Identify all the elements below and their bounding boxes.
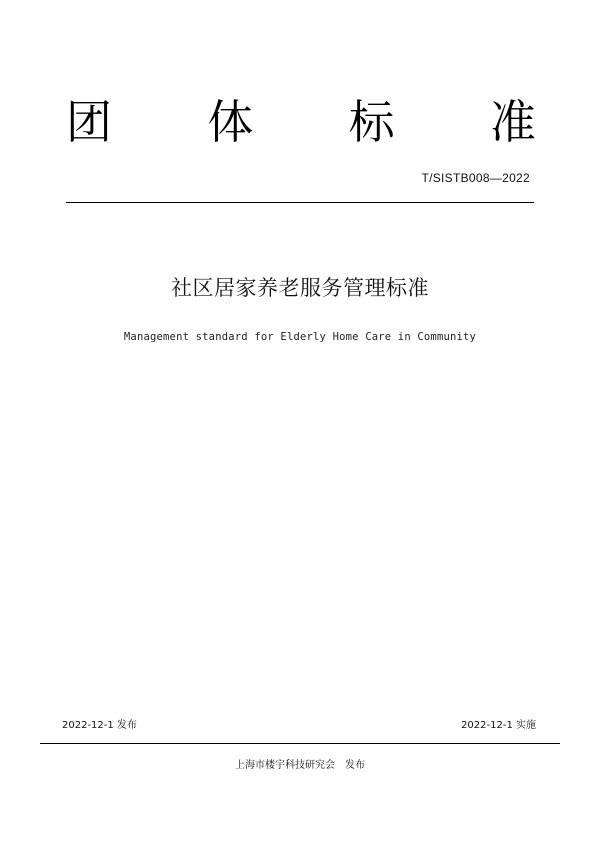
document-title: 社区居家养老服务管理标准 — [171, 276, 429, 300]
issue-date: 2022-12-1 发布 — [62, 720, 137, 731]
heading-char-3: 标 — [348, 95, 395, 149]
standard-code: T/SISTB008—2022 — [421, 171, 530, 185]
heading-char-1: 团 — [66, 95, 112, 149]
standard-category-heading — [66, 92, 536, 152]
publisher: 上海市楼宇科技研究会 发布 — [235, 760, 365, 771]
heading-char-2: 体 — [207, 95, 254, 149]
bottom-divider — [40, 743, 560, 744]
heading-char-4: 准 — [489, 95, 536, 149]
implementation-date: 2022-12-1 实施 — [461, 720, 536, 731]
document-subtitle-english: Management standard for Elderly Home Care in Community — [123, 331, 477, 343]
top-divider — [66, 202, 534, 203]
